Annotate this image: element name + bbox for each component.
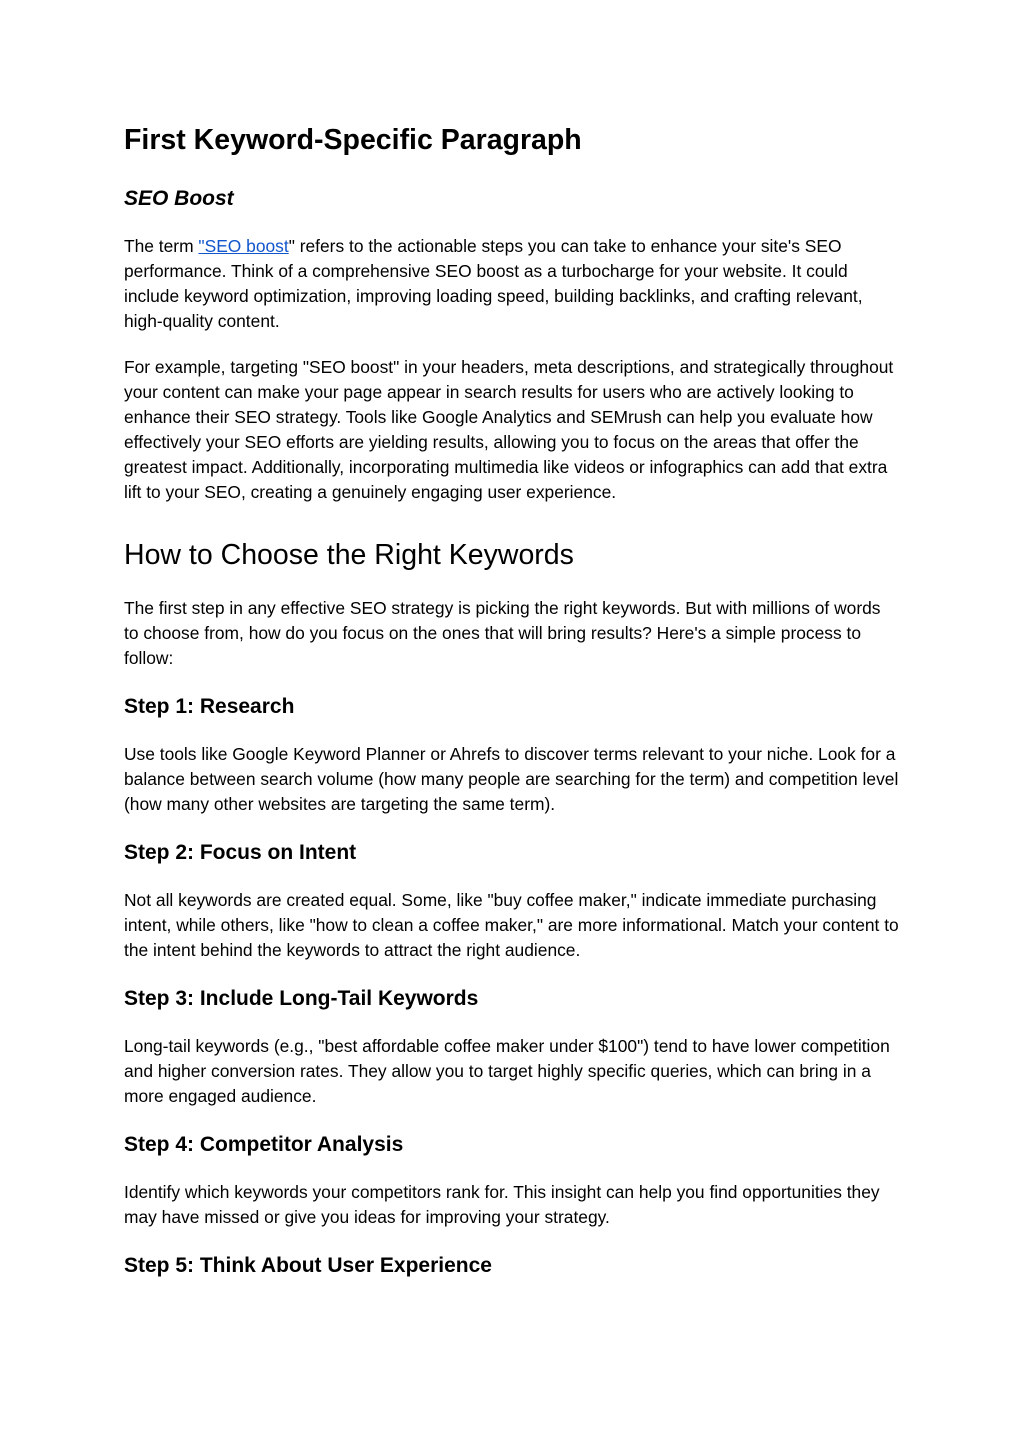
step-body-research: Use tools like Google Keyword Planner or Ahrefs to discover terms relevant to your niche. Look for a balance between search volume (how many people are searching for the term) and competition level (how many other websites are targeting the same term). [124, 744, 899, 814]
step-body-long-tail: Long-tail keywords (e.g., "best affordable coffee maker under $100") tend to have lower competition and higher conversion rates. They allow you to target highly specific queries, which can bring in a more engaged audience. [124, 1036, 890, 1106]
document-page [124, 120, 899, 1280]
step-body-competitor-analysis: Identify which keywords your competitors rank for. This insight can help you find opportunities they may have missed or give you ideas for improving your strategy. [124, 1182, 880, 1227]
step-body-intent: Not all keywords are created equal. Some, like "buy coffee maker," indicate immediate purchasing intent, while others, like "how to clean a coffee maker," are more informational. Match your content to the intent behind the keywords to attract the right audience. [124, 890, 899, 960]
step-heading-research: Step 1: Research [124, 695, 295, 718]
seo-boost-link[interactable]: "SEO boost [198, 236, 289, 256]
paragraph-choose-keywords-intro: The first step in any effective SEO strategy is picking the right keywords. But with millions of words to choose from, how do you focus on the ones that will bring results? Here's a simple process to follow: [124, 598, 881, 668]
subheading-seo-boost: SEO Boost [124, 187, 234, 210]
section-heading-first-keyword: First Keyword-Specific Paragraph [124, 124, 582, 156]
step-heading-long-tail: Step 3: Include Long-Tail Keywords [124, 987, 479, 1010]
section-heading-choose-keywords: How to Choose the Right Keywords [124, 539, 574, 571]
paragraph-text: The term [124, 236, 199, 256]
paragraph-seo-boost-definition [124, 234, 899, 334]
step-heading-intent: Step 2: Focus on Intent [124, 841, 357, 864]
paragraph-text: " refers to the actionable steps you can take to enhance your site's SEO performance. Think of a comprehensive SEO boost as a turbocharge for your website. It could include keyword optimization, improving loading speed, building backlinks, and crafting relevant, high-quality content. [124, 236, 863, 331]
step-heading-user-experience: Step 5: Think About User Experience [124, 1254, 492, 1277]
step-heading-competitor-analysis: Step 4: Competitor Analysis [124, 1133, 404, 1156]
paragraph-seo-boost-example: For example, targeting "SEO boost" in your headers, meta descriptions, and strategically throughout your content can make your page appear in search results for users who are actively looking to enhance their SEO strategy. Tools like Google Analytics and SEMrush can help you evaluate how effectively your SEO efforts are yielding results, allowing you to focus on the areas that offer the greatest impact. Additionally, incorporating multimedia like videos or infographics can add that extra lift to your SEO, creating a genuinely engaging user experience. [124, 357, 894, 502]
